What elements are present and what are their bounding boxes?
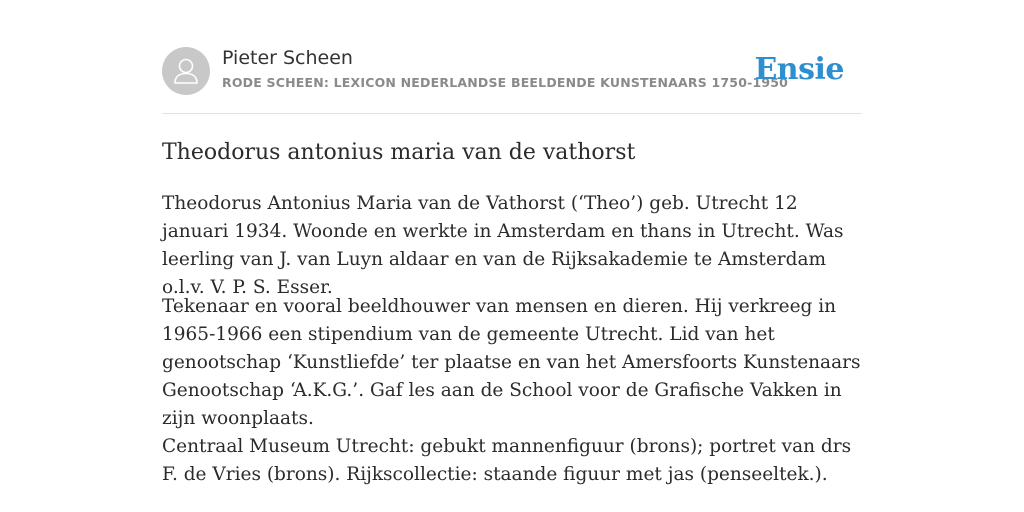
- header-divider: [162, 113, 862, 114]
- ensie-logo[interactable]: Ensie: [754, 52, 844, 87]
- article-paragraph-1: Theodorus Antonius Maria van de Vathorst (‘Theo’) geb. Utrecht 12 januari 1934. Woonde en werkte in Amsterdam en thans in Utrecht. Was leerling van J. van Luyn aldaar en van de Rijksakademie te Amsterdam o.l.v. V. P. S. Esser.: [162, 193, 844, 298]
- user-silhouette-icon: [162, 47, 210, 95]
- author-avatar[interactable]: [162, 47, 210, 95]
- article-paragraph-2: Tekenaar en vooral beeldhouwer van mensen en dieren. Hij verkreeg in 1965-1966 een stipendium van de gemeente Utrecht. Lid van het genootschap ‘Kunstliefde’ ter plaatse en van het Amersfoorts Kunstenaars Genootschap ‘A.K.G.’. Gaf les aan de School voor de Grafische Vakken in zijn woonplaats.: [162, 296, 861, 429]
- article-header: [162, 46, 862, 96]
- source-name[interactable]: RODE SCHEEN: LEXICON NEDERLANDSE BEELDENDE KUNSTENAARS 1750-1950: [222, 75, 789, 90]
- author-name[interactable]: Pieter Scheen: [222, 47, 353, 69]
- article-title: Theodorus antonius maria van de vathorst: [162, 140, 636, 165]
- article-paragraph-3: Centraal Museum Utrecht: gebukt mannenfiguur (brons); portret van drs F. de Vries (brons). Rijkscollectie: staande figuur met jas (penseeltek.).: [162, 436, 852, 485]
